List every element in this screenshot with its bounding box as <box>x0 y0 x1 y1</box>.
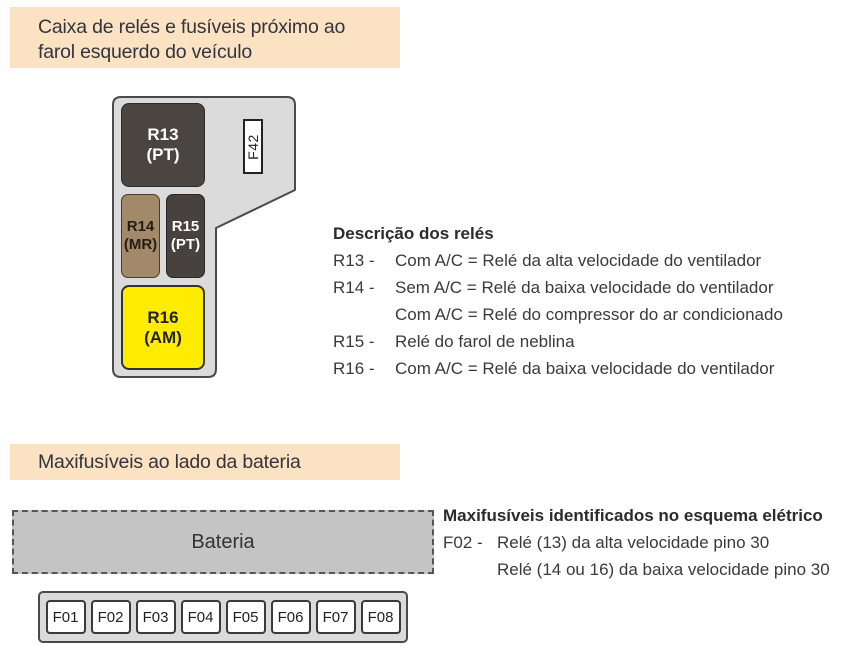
relay-type: (PT) <box>170 236 201 253</box>
maxifuse-f01: F01 <box>46 600 86 634</box>
relay-r13 <box>121 103 205 187</box>
relay-label: R15 <box>171 218 200 235</box>
relay-type: (AM) <box>144 327 182 347</box>
relay-type: (PT) <box>146 145 180 164</box>
relay-description-list <box>333 247 783 382</box>
section-header-line: Caixa de relés e fusíveis próximo ao <box>38 16 346 38</box>
maxifuse-f04: F04 <box>181 600 221 634</box>
desc-label: R15 - <box>333 332 375 351</box>
section-header-line: farol esquerdo do veículo <box>38 41 252 63</box>
relay-r16 <box>121 285 205 370</box>
desc-label: R13 - <box>333 251 375 270</box>
maxifuse-f05: F05 <box>226 600 266 634</box>
desc-label: R16 - <box>333 359 375 378</box>
relay-description-block <box>333 220 783 382</box>
relay-r15 <box>166 194 205 278</box>
maxifuse-description-block <box>443 502 830 583</box>
maxifuse-f07: F07 <box>316 600 356 634</box>
section-header-maxifuses <box>10 444 400 480</box>
relay-r14 <box>121 194 160 278</box>
desc-label-empty <box>443 556 497 583</box>
relay-label: R14 <box>126 218 155 235</box>
desc-text: Sem A/C = Relé da baixa velocidade do ventilador <box>395 278 774 297</box>
section-header-relay-box <box>10 7 400 68</box>
desc-label-empty <box>333 301 395 328</box>
fuse-f42 <box>243 119 263 174</box>
battery-box <box>12 510 434 574</box>
section-header-line: Maxifusíveis ao lado da bateria <box>38 450 301 473</box>
maxifuse-strip <box>38 591 408 643</box>
battery-label: Bateria <box>191 530 255 553</box>
maxifuse-description-list <box>443 529 830 583</box>
relay-type: (MR) <box>123 236 158 253</box>
maxifuse-description-title: Maxifusíveis identificados no esquema elétrico <box>443 506 823 525</box>
maxifuse-f02: F02 <box>91 600 131 634</box>
desc-label: R14 - <box>333 278 375 297</box>
maxifuse-f03: F03 <box>136 600 176 634</box>
maxifuse-f08: F08 <box>361 600 401 634</box>
desc-text: Relé (14 ou 16) da baixa velocidade pino 30 <box>497 560 830 579</box>
desc-text: Com A/C = Relé da baixa velocidade do ventilador <box>395 359 775 378</box>
fuse-f42-label: F42 <box>245 133 261 160</box>
relay-description-title: Descrição dos relés <box>333 224 494 243</box>
desc-label: F02 - <box>443 533 483 552</box>
maxifuse-f06: F06 <box>271 600 311 634</box>
relay-label: R13 <box>147 125 179 144</box>
relay-label: R16 <box>147 307 179 327</box>
desc-text: Com A/C = Relé do compressor do ar condicionado <box>395 305 783 324</box>
desc-text: Com A/C = Relé da alta velocidade do ventilador <box>395 251 762 270</box>
desc-text: Relé (13) da alta velocidade pino 30 <box>497 533 770 552</box>
desc-text: Relé do farol de neblina <box>395 332 575 351</box>
